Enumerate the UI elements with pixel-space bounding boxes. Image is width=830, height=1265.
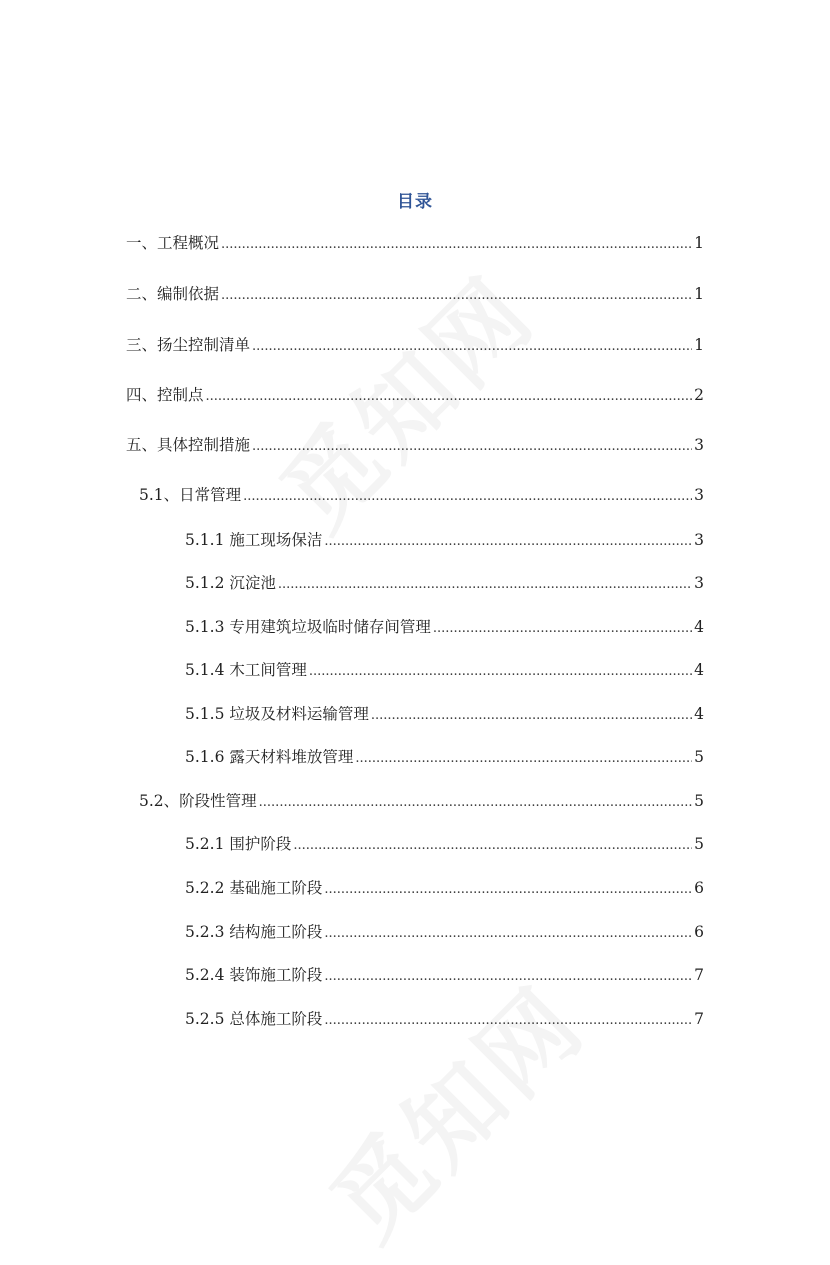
toc-entry[interactable] bbox=[139, 483, 704, 507]
toc-entry-label: 5.2.2 基础施工阶段 bbox=[185, 879, 323, 897]
toc-page-number: 1 bbox=[694, 234, 704, 252]
toc-entry-label: 5.1.3 专用建筑垃圾临时储存间管理 bbox=[185, 618, 431, 636]
watermark bbox=[296, 952, 609, 1265]
toc-entry-label: 5.2.3 结构施工阶段 bbox=[185, 923, 323, 941]
toc-entry[interactable] bbox=[185, 745, 704, 769]
toc-entry-label: 5.1、日常管理 bbox=[139, 486, 242, 504]
toc-entry[interactable] bbox=[185, 963, 704, 987]
toc-leader-dots bbox=[324, 967, 692, 987]
toc-entry[interactable] bbox=[126, 231, 704, 255]
toc-page-number: 6 bbox=[694, 923, 704, 941]
toc-page-number: 3 bbox=[694, 574, 704, 592]
toc-page-number: 6 bbox=[694, 879, 704, 897]
toc-leader-dots bbox=[324, 924, 692, 944]
toc-page-number: 5 bbox=[694, 748, 704, 766]
toc-leader-dots bbox=[221, 286, 692, 306]
toc-page-number: 1 bbox=[694, 285, 704, 303]
toc-page-number: 7 bbox=[694, 966, 704, 984]
toc-entry-label: 四、控制点 bbox=[126, 386, 204, 404]
toc-leader-dots bbox=[309, 662, 692, 682]
toc-entry-label: 一、工程概况 bbox=[126, 234, 220, 252]
toc-leader-dots bbox=[324, 532, 692, 552]
toc-entry-label: 5.1.6 露天材料堆放管理 bbox=[185, 748, 354, 766]
toc-entry-label: 5.2.1 围护阶段 bbox=[185, 835, 292, 853]
toc-leader-dots bbox=[355, 749, 692, 769]
toc-page-number: 5 bbox=[694, 835, 704, 853]
toc-entry[interactable] bbox=[185, 920, 704, 944]
toc-leader-dots bbox=[324, 880, 692, 900]
toc-leader-dots bbox=[371, 706, 692, 726]
toc-entry[interactable] bbox=[126, 383, 704, 407]
toc-entry[interactable] bbox=[185, 615, 704, 639]
toc-entry[interactable] bbox=[185, 832, 704, 856]
toc-entry-label: 5.2、阶段性管理 bbox=[139, 792, 257, 810]
toc-entry[interactable] bbox=[139, 789, 704, 813]
toc-entry-label: 5.1.4 木工间管理 bbox=[185, 661, 307, 679]
toc-page-number: 3 bbox=[694, 486, 704, 504]
toc-leader-dots bbox=[252, 337, 692, 357]
toc-leader-dots bbox=[324, 1011, 692, 1031]
toc-leader-dots bbox=[293, 836, 692, 856]
toc-leader-dots bbox=[259, 793, 692, 813]
toc-entry[interactable] bbox=[185, 1007, 704, 1031]
toc-entry-label: 三、扬尘控制清单 bbox=[126, 336, 251, 354]
toc-page-number: 5 bbox=[694, 792, 704, 810]
toc-entry[interactable] bbox=[185, 702, 704, 726]
toc-leader-dots bbox=[433, 619, 692, 639]
toc-page-number: 4 bbox=[694, 705, 704, 723]
toc-page-number: 3 bbox=[694, 531, 704, 549]
toc-entry[interactable] bbox=[126, 433, 704, 457]
toc-page-number: 4 bbox=[694, 661, 704, 679]
toc-entry-label: 5.1.1 施工现场保洁 bbox=[185, 531, 323, 549]
toc-leader-dots bbox=[206, 387, 693, 407]
toc-page-number: 4 bbox=[694, 618, 704, 636]
toc-entry-label: 5.1.5 垃圾及材料运输管理 bbox=[185, 705, 369, 723]
toc-page-number: 2 bbox=[694, 386, 704, 404]
toc-entry-label: 二、编制依据 bbox=[126, 285, 220, 303]
toc-leader-dots bbox=[252, 437, 692, 457]
toc-entry[interactable] bbox=[126, 333, 704, 357]
toc-entry[interactable] bbox=[126, 282, 704, 306]
toc-entry[interactable] bbox=[185, 876, 704, 900]
toc-leader-dots bbox=[243, 487, 692, 507]
toc-entry[interactable] bbox=[185, 571, 704, 595]
toc-entry-label: 5.1.2 沉淀池 bbox=[185, 574, 276, 592]
toc-leader-dots bbox=[221, 235, 692, 255]
toc-page-number: 7 bbox=[694, 1010, 704, 1028]
toc-entry[interactable] bbox=[185, 658, 704, 682]
toc-entry-label: 5.2.5 总体施工阶段 bbox=[185, 1010, 323, 1028]
toc-entry-label: 五、具体控制措施 bbox=[126, 436, 251, 454]
toc-page-number: 3 bbox=[694, 436, 704, 454]
toc-entry-label: 5.2.4 装饰施工阶段 bbox=[185, 966, 323, 984]
toc-title: 目录 bbox=[397, 192, 433, 212]
toc-page-number: 1 bbox=[694, 336, 704, 354]
toc-leader-dots bbox=[278, 575, 692, 595]
toc-entry[interactable] bbox=[185, 528, 704, 552]
